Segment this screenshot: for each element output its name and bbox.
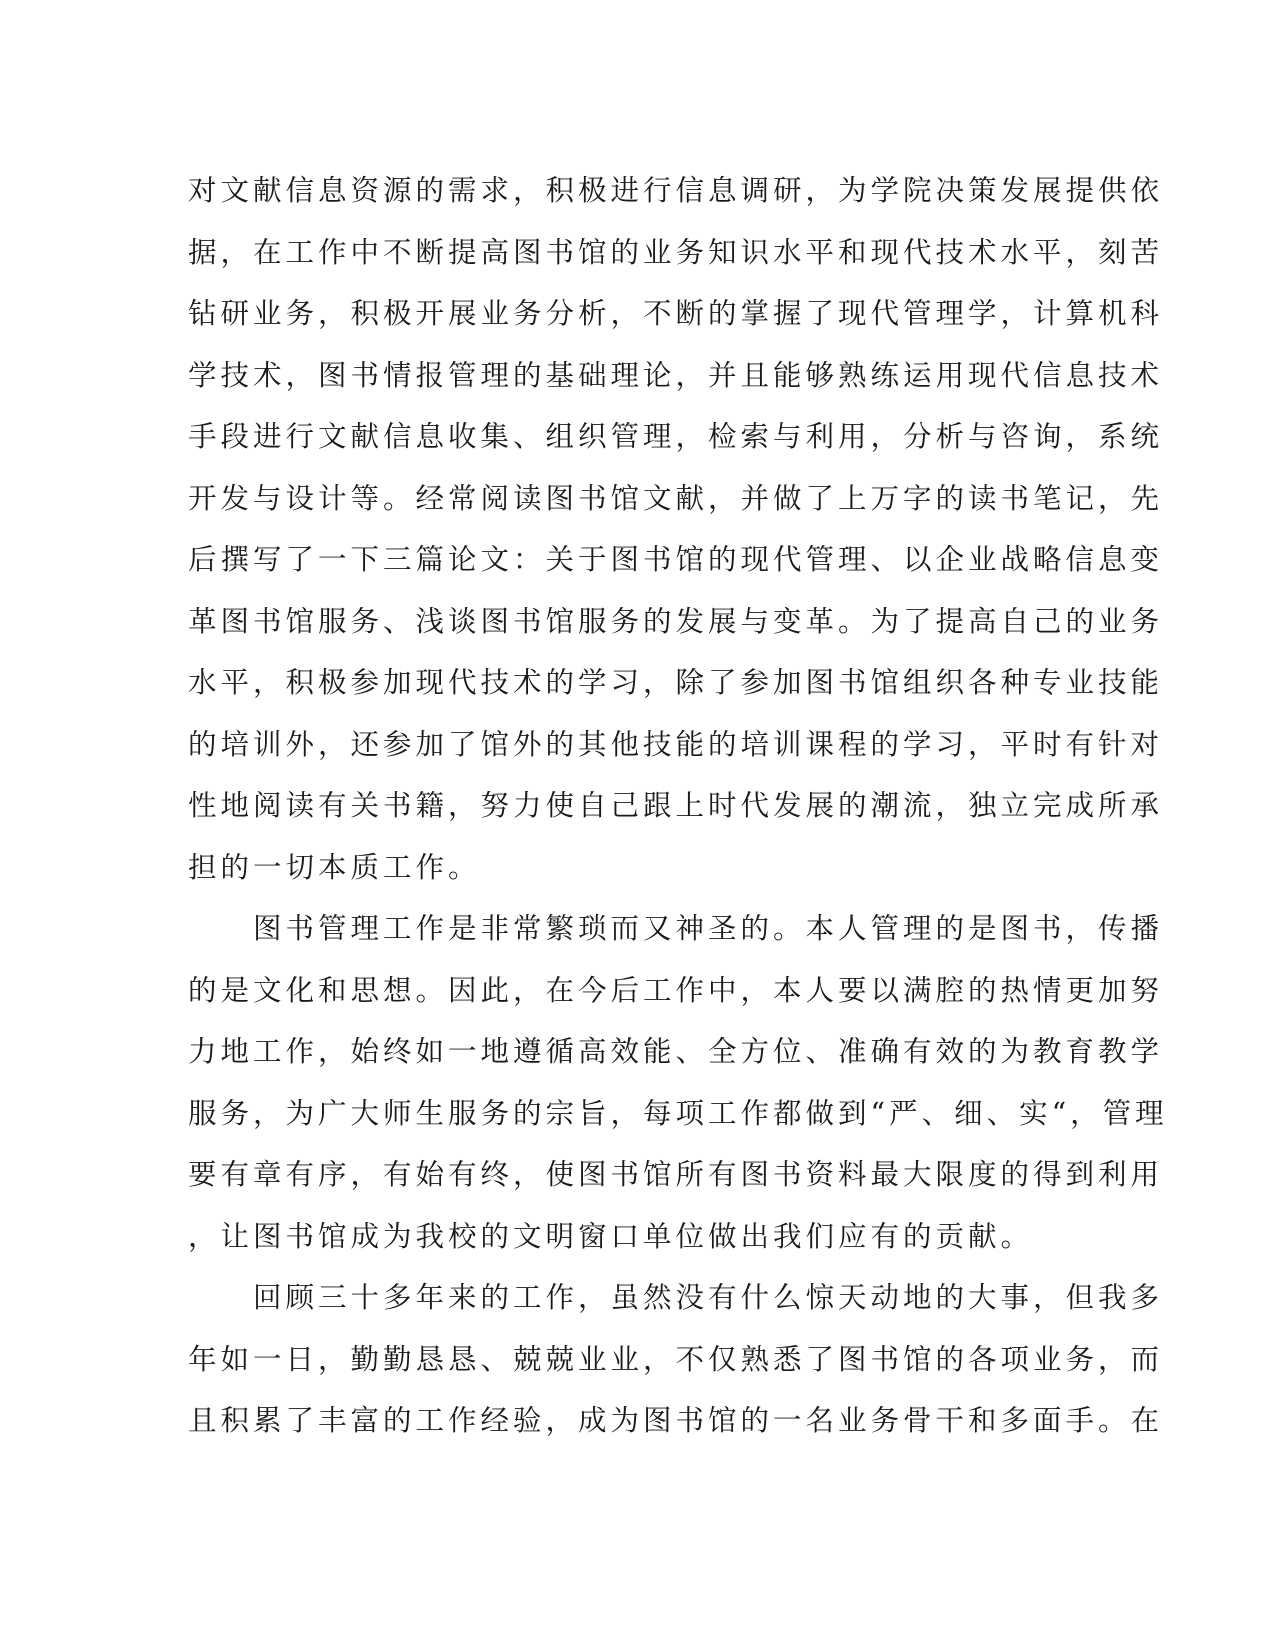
text-line: 后撰写了一下三篇论文：关于图书馆的现代管理、以企业战略信息变	[188, 543, 1164, 576]
text-line: 革图书馆服务、浅谈图书馆服务的发展与变革。为了提高自己的业务	[188, 604, 1164, 638]
text-line: 学技术，图书情报管理的基础理论，并且能够熟练运用现代信息技术	[188, 358, 1164, 392]
text-line: 担的一切本质工作。	[188, 850, 481, 884]
text-line: 对文献信息资源的需求，积极进行信息调研，为学院决策发展提供依	[188, 174, 1164, 207]
text-line: 开发与设计等。经常阅读图书馆文献，并做了上万字的读书笔记，先	[188, 481, 1164, 515]
text-line: 图书管理工作是非常繁琐而又神圣的。本人管理的是图书，传播	[188, 912, 1164, 945]
text-line: 服务，为广大师生服务的宗旨，每项工作都做到“严、细、实“，管理	[188, 1096, 1168, 1130]
text-line: 要有章有序，有始有终，使图书馆所有图书资料最大限度的得到利用	[188, 1158, 1164, 1191]
text-line: 据，在工作中不断提高图书馆的业务知识水平和现代技术水平，刻苦	[188, 235, 1164, 269]
text-line: 的培训外，还参加了馆外的其他技能的培训课程的学习，平时有针对	[188, 727, 1164, 761]
text-line: 性地阅读有关书籍，努力使自己跟上时代发展的潮流，独立完成所承	[188, 789, 1164, 822]
text-line: 且积累了丰富的工作经验，成为图书馆的一名业务骨干和多面手。在	[188, 1404, 1164, 1437]
text-line: ，让图书馆成为我校的文明窗口单位做出我们应有的贡献。	[188, 1219, 1034, 1253]
text-line: 回顾三十多年来的工作，虽然没有什么惊天动地的大事，但我多	[188, 1281, 1164, 1314]
text-line: 力地工作，始终如一地遵循高效能、全方位、准确有效的为教育教学	[188, 1035, 1164, 1068]
text-line: 年如一日，勤勤恳恳、兢兢业业，不仅熟悉了图书馆的各项业务，而	[188, 1342, 1164, 1376]
body-text	[188, 160, 1168, 1452]
text-line: 水平，积极参加现代技术的学习，除了参加图书馆组织各种专业技能	[188, 666, 1164, 699]
text-line: 手段进行文献信息收集、组织管理，检索与利用，分析与咨询，系统	[188, 420, 1164, 453]
text-line: 钻研业务，积极开展业务分析，不断的掌握了现代管理学，计算机科	[188, 297, 1164, 330]
text-line: 的是文化和思想。因此，在今后工作中，本人要以满腔的热情更加努	[188, 973, 1164, 1007]
